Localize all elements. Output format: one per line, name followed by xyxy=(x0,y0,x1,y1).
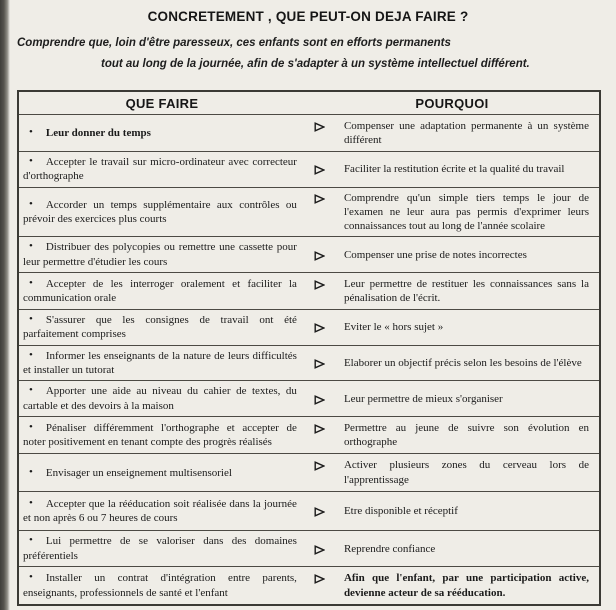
what-text: Accepter le travail sur micro-ordinateur avec correcteur d'orthographe xyxy=(23,156,297,183)
what-text: Leur donner du temps xyxy=(45,126,151,139)
what-cell xyxy=(19,381,305,416)
bullet-icon: • xyxy=(29,384,33,397)
what-text: Apporter une aide au niveau du cahier de textes, du cartable et des devoirs à la maison xyxy=(23,385,297,412)
why-text: Compenser une adaptation permanente à un système différent xyxy=(343,119,589,146)
bullet-icon: • xyxy=(29,313,33,326)
table-row xyxy=(19,151,599,187)
what-cell xyxy=(19,492,305,530)
what-cell xyxy=(19,531,305,566)
why-cell xyxy=(305,310,599,345)
why-cell xyxy=(305,346,599,381)
what-text: Installer un contrat d'intégration entre parents, enseignants, professionnels de santé et l'enfant xyxy=(23,572,297,599)
what-text: Informer les enseignants de la nature de leurs difficultés et installer un tutorat xyxy=(23,349,297,376)
why-text: Afin que l'enfant, par une participation active, devienne acteur de sa rééducation. xyxy=(343,572,589,599)
table-row xyxy=(19,187,599,237)
table-row xyxy=(19,530,599,566)
table-row xyxy=(19,345,599,381)
arrow-icon xyxy=(314,251,325,261)
why-text: Permettre au jeune de suivre son évolution en orthographe xyxy=(343,421,589,449)
why-cell xyxy=(305,531,599,566)
why-cell xyxy=(305,188,599,237)
why-cell xyxy=(305,492,599,530)
what-text: Accorder un temps supplémentaire aux contrôles ou prévoir des exercices plus courts xyxy=(23,198,297,226)
why-cell xyxy=(305,454,599,491)
arrow-icon xyxy=(314,574,325,584)
arrow-icon xyxy=(314,165,325,175)
what-cell xyxy=(19,417,305,453)
table-row xyxy=(19,453,599,491)
arrow-icon xyxy=(314,280,325,290)
bullet-icon: • xyxy=(29,534,33,547)
what-why-table xyxy=(17,90,601,606)
page-title: CONCRETEMENT , QUE PEUT-ON DEJA FAIRE ? xyxy=(147,9,469,24)
what-cell xyxy=(19,115,305,151)
why-cell xyxy=(305,381,599,416)
bullet-icon: • xyxy=(29,420,33,433)
bullet-icon: • xyxy=(29,155,33,167)
intro-line-1: Comprendre que, loin d'être paresseux, ces enfants sont en efforts permanents xyxy=(17,37,451,49)
arrow-icon xyxy=(314,395,325,405)
what-text: Distribuer des polycopies ou remettre une cassette pour leur permettre d'étudier les cours xyxy=(23,241,297,268)
what-text: Accepter que la rééducation soit réalisée dans la journée et non après 6 ou 7 heures de cours xyxy=(23,497,297,525)
arrow-icon xyxy=(314,424,325,434)
table-body xyxy=(19,114,599,604)
arrow-icon xyxy=(314,461,325,471)
table-row xyxy=(19,272,599,309)
column-header-que-faire: QUE FAIRE xyxy=(125,95,199,111)
bullet-icon: • xyxy=(29,197,33,210)
what-text: Lui permettre de se valoriser dans des domaines préférentiels xyxy=(23,535,297,562)
what-text: Envisager un enseignement multisensoriel xyxy=(45,466,232,479)
arrow-icon xyxy=(314,122,325,132)
what-cell xyxy=(19,237,305,272)
what-cell xyxy=(19,567,305,604)
why-text: Leur permettre de restituer les connaissances sans la pénalisation de l'écrit. xyxy=(343,277,589,305)
intro-line-2: tout au long de la journée, afin de s'adapter à un système intellectuel différent. xyxy=(101,58,530,70)
what-cell xyxy=(19,454,305,491)
what-cell xyxy=(19,188,305,237)
table-row xyxy=(19,380,599,416)
why-text: Leur permettre de mieux s'organiser xyxy=(343,392,503,405)
bullet-icon: • xyxy=(29,348,33,361)
arrow-icon xyxy=(314,507,325,517)
what-cell xyxy=(19,273,305,309)
table-row xyxy=(19,236,599,272)
why-text: Activer plusieurs zones du cerveau lors de l'apprentissage xyxy=(343,459,589,486)
scan-edge-artifact xyxy=(0,0,10,610)
why-cell xyxy=(305,567,599,604)
why-text: Faciliter la restitution écrite et la qualité du travail xyxy=(343,163,565,176)
what-text: S'assurer que les consignes de travail ont été parfaitement comprises xyxy=(23,314,297,341)
column-header-pourquoi: POURQUOI xyxy=(415,95,489,111)
why-cell xyxy=(305,417,599,453)
bullet-icon: • xyxy=(29,465,33,478)
table-header-row xyxy=(19,92,599,114)
why-cell xyxy=(305,115,599,151)
why-text: Eviter le « hors sujet » xyxy=(343,321,444,334)
what-text: Accepter de les interroger oralement et faciliter la communication orale xyxy=(23,277,297,305)
why-text: Compenser une prise de notes incorrectes xyxy=(343,248,527,261)
why-cell xyxy=(305,237,599,272)
table-row xyxy=(19,416,599,453)
why-cell xyxy=(305,152,599,187)
table-row xyxy=(19,491,599,530)
what-cell xyxy=(19,310,305,345)
bullet-icon: • xyxy=(29,125,33,138)
bullet-icon: • xyxy=(29,571,33,584)
what-cell xyxy=(19,346,305,381)
arrow-icon xyxy=(314,545,325,555)
table-row xyxy=(19,114,599,151)
arrow-icon xyxy=(314,323,325,333)
what-text: Pénaliser différemment l'orthographe et accepter de noter positivement en tenant compte des progrès réalisés xyxy=(23,421,297,449)
bullet-icon: • xyxy=(29,496,33,509)
why-text: Elaborer un objectif précis selon les besoins de l'élève xyxy=(343,356,582,369)
table-row xyxy=(19,309,599,345)
bullet-icon: • xyxy=(29,240,33,253)
bullet-icon: • xyxy=(29,276,33,289)
table-row xyxy=(19,566,599,604)
why-text: Reprendre confiance xyxy=(343,542,436,555)
arrow-icon xyxy=(314,359,325,369)
why-cell xyxy=(305,273,599,309)
why-text: Etre disponible et réceptif xyxy=(343,505,458,518)
arrow-icon xyxy=(314,194,325,204)
what-cell xyxy=(19,152,305,187)
why-text: Comprendre qu'un simple tiers temps le jour de l'examen ne leur aura pas permis d'exprimer leurs connaissances tout au long de l'année scolaire xyxy=(343,191,589,233)
